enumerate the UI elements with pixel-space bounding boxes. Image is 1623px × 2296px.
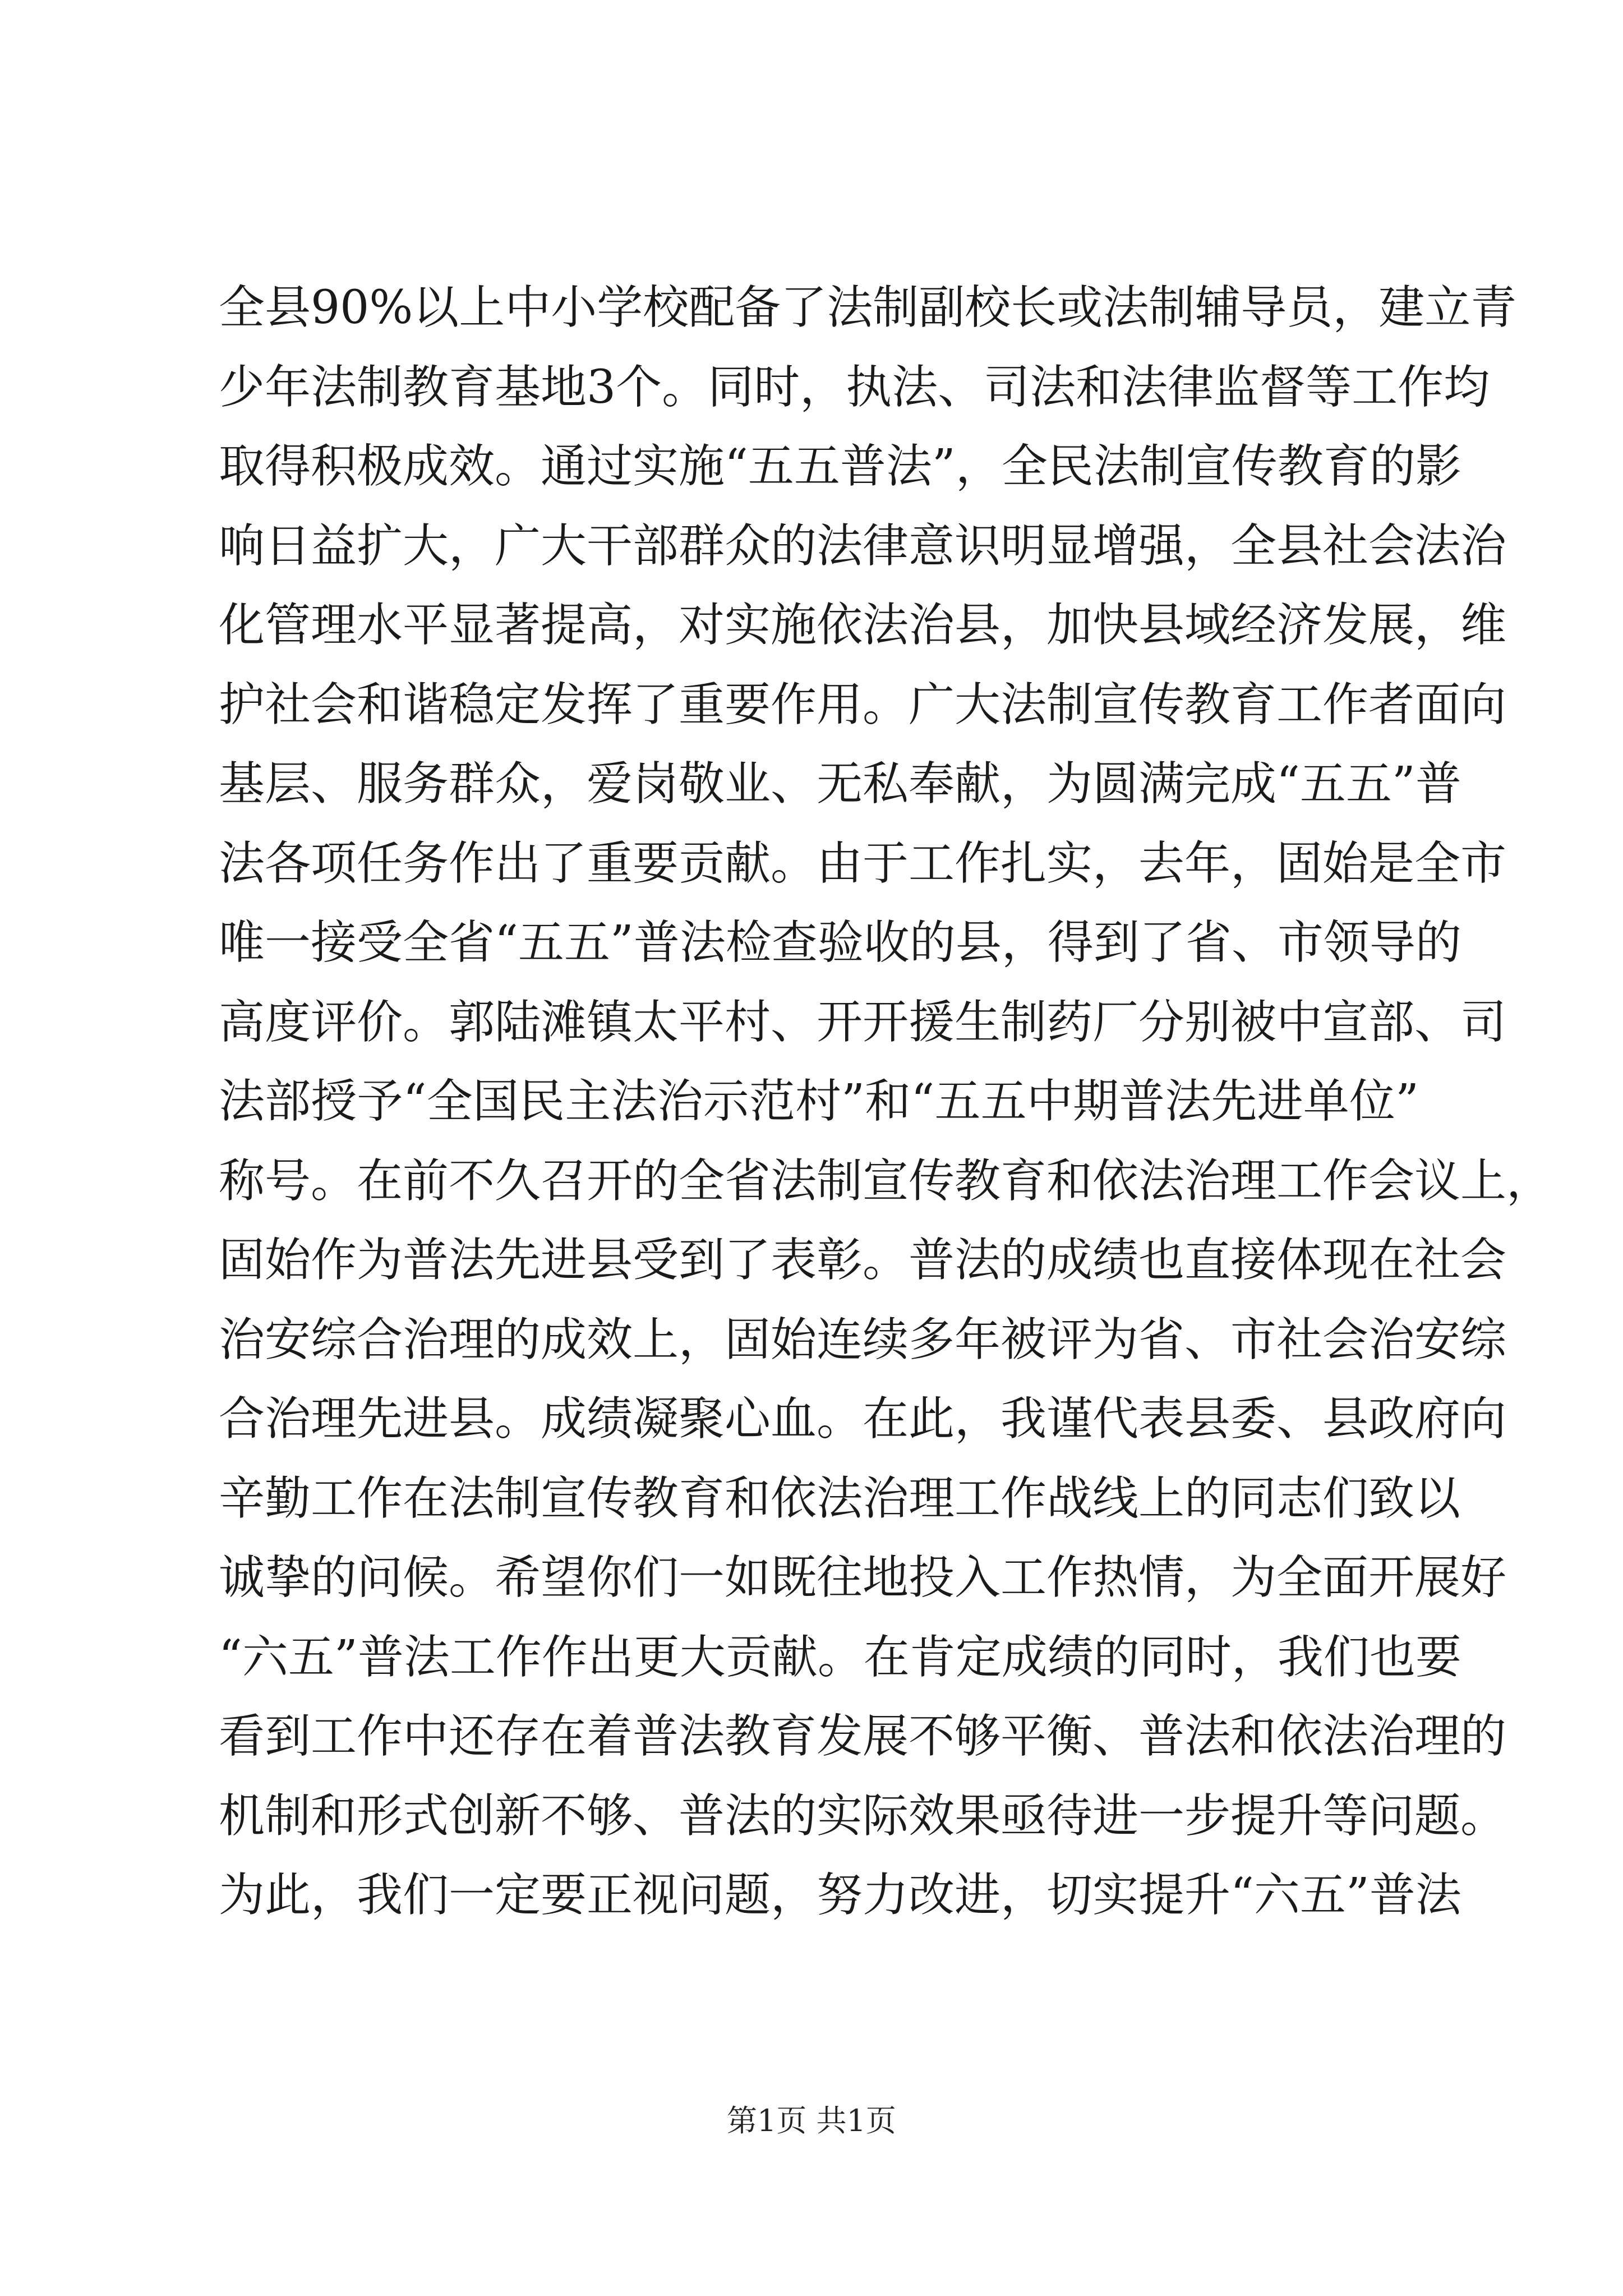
text-line-14: 治安综合治理的成效上，固始连续多年被评为省、市社会治安综: [219, 1313, 1507, 1366]
text-line-8: 法各项任务作出了重要贡献。由于工作扎实，去年，固始是全市: [219, 836, 1507, 890]
text-line-3: 取得积极成效。通过实施“五五普法”，全民法制宣传教育的影: [219, 440, 1461, 493]
text-line-21: 为此，我们一定要正视问题，努力改进，切实提升“六五”普法: [219, 1869, 1461, 1922]
text-line-7: 基层、服务群众，爱岗敬业、无私奉献，为圆满完成“五五”普: [219, 757, 1461, 811]
text-line-19: 看到工作中还存在着普法教育发展不够平衡、普法和依法治理的: [219, 1710, 1507, 1763]
text-line-11: 法部授予“全国民主法治示范村”和“五五中期普法先进单位”: [219, 1075, 1419, 1128]
text-line-1: 全县90%以上中小学校配备了法制副校长或法制辅导员，建立青: [219, 281, 1517, 334]
body-paragraph: [219, 268, 1553, 1935]
text-line-18: “六五”普法工作作出更大贡献。在肯定成绩的同时，我们也要: [219, 1630, 1461, 1684]
text-line-9: 唯一接受全省“五五”普法检查验收的县，得到了省、市领导的: [219, 916, 1461, 969]
text-line-16: 辛勤工作在法制宣传教育和依法治理工作战线上的同志们致以: [219, 1471, 1461, 1525]
page-number-label: 第1页 共1页: [727, 2103, 896, 2138]
text-line-12: 称号。在前不久召开的全省法制宣传教育和依法治理工作会议上，: [219, 1154, 1553, 1208]
text-line-20: 机制和形式创新不够、普法的实际效果亟待进一步提升等问题。: [219, 1789, 1507, 1843]
text-line-15: 合治理先进县。成绩凝聚心血。在此，我谨代表县委、县政府向: [219, 1392, 1507, 1446]
text-line-10: 高度评价。郭陆滩镇太平村、开开援生制药厂分别被中宣部、司: [219, 995, 1507, 1049]
page-footer: [0, 2097, 1623, 2140]
text-line-6: 护社会和谐稳定发挥了重要作用。广大法制宣传教育工作者面向: [219, 678, 1507, 731]
text-line-5: 化管理水平显著提高，对实施依法治县，加快县域经济发展，维: [219, 599, 1507, 652]
text-line-4: 响日益扩大，广大干部群众的法律意识明显增强，全县社会法治: [219, 519, 1507, 573]
text-line-17: 诚挚的问候。希望你们一如既往地投入工作热情，为全面开展好: [219, 1551, 1507, 1604]
text-line-2: 少年法制教育基地3个。同时，执法、司法和法律监督等工作均: [219, 360, 1490, 414]
text-line-13: 固始作为普法先进县受到了表彰。普法的成绩也直接体现在社会: [219, 1234, 1507, 1287]
